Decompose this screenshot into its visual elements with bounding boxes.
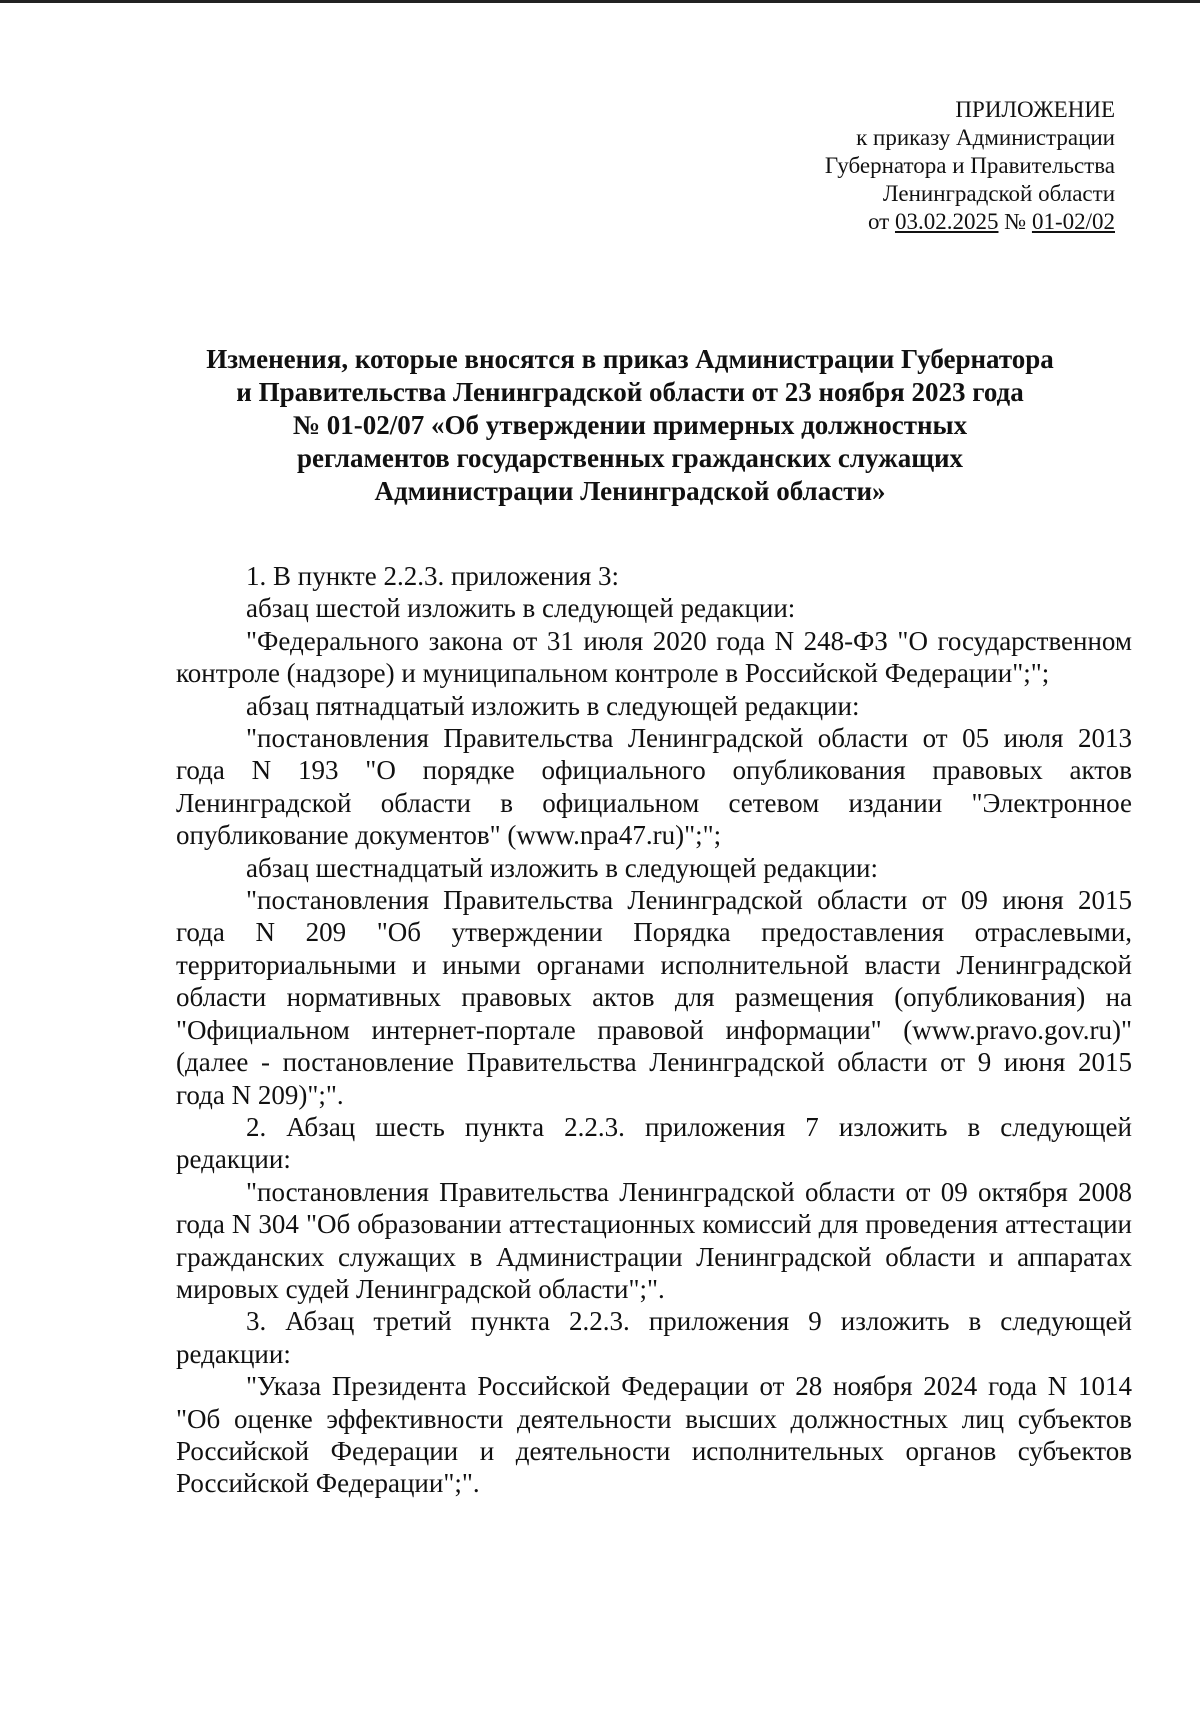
document-title (180, 343, 1080, 508)
title-line-5: Администрации Ленинградской области» (374, 476, 886, 506)
number-prefix: № (998, 209, 1032, 234)
paragraph-quote-1014: "Указа Президента Российской Федерации от 28 ноября 2024 года N 1014 "Об оценке эффективности деятельности высших должностных лиц субъектов Российской Федерации и деятельности исполнительных органов субъектов Российской Федерации";". (176, 1371, 1132, 1499)
paragraph-instruction-6: абзац шестой изложить в следующей редакции: (246, 593, 796, 624)
attachment-label: ПРИЛОЖЕНИЕ (955, 97, 1115, 122)
order-date: 03.02.2025 (894, 209, 999, 234)
title-line-4: регламентов государственных гражданских служащих (296, 443, 964, 473)
attachment-header (595, 96, 1115, 236)
paragraph-quote-209: "постановления Правительства Ленинградской области от 09 июня 2015 года N 209 "Об утверждении Порядка предоставления отраслевыми, территориальными и иными органами исполнительной власти Ленинградской области нормативных правовых актов для размещения (опубликования) на "Официальном интернет-портале правовой информации" (www.pravo.gov.ru)" (далее - постановление Правительства Ленинградской области от 9 июня 2015 года N 209)";". (176, 885, 1132, 1110)
document-body (176, 560, 1132, 1500)
paragraph-instruction-16: абзац шестнадцатый изложить в следующей редакции: (246, 852, 879, 883)
paragraph-quote-304: "постановления Правительства Ленинградской области от 09 октября 2008 года N 304 "Об образовании аттестационных комиссий для проведения аттестации гражданских служащих в Администрации Ленинградской области и аппаратах мировых судей Ленинградской области";". (176, 1176, 1132, 1304)
order-number: 01-02/02 (1031, 209, 1115, 234)
title-line-2: и Правительства Ленинградской области от 23 ноября 2023 года (236, 377, 1024, 407)
paragraph-item-3: 3. Абзац третий пункта 2.2.3. приложения 9 изложить в следующей редакции: (176, 1306, 1132, 1369)
title-line-3: № 01-02/07 «Об утверждении примерных должностных (292, 410, 968, 440)
attachment-date-number-line (595, 208, 1115, 236)
paragraph-quote-193: "постановления Правительства Ленинградской области от 05 июля 2013 года N 193 "О порядке официального опубликования правовых актов Ленинградской области в официальном сетевом издании "Электронное опубликование документов" (www.npa47.ru)";"; (176, 723, 1132, 851)
attachment-region-line: Ленинградской области (882, 181, 1115, 206)
paragraph-quote-248fz: "Федерального закона от 31 июля 2020 года N 248-ФЗ "О государственном контроле (надзоре) и муниципальном контроле в Российской Федерации";"; (176, 625, 1132, 689)
paragraph-item-2: 2. Абзац шесть пункта 2.2.3. приложения 7 изложить в следующей редакции: (176, 1111, 1132, 1175)
paragraph-instruction-15: абзац пятнадцатый изложить в следующей редакции: (246, 690, 860, 721)
top-scan-border (0, 0, 1200, 3)
attachment-issuer-line: Губернатора и Правительства (824, 153, 1115, 178)
paragraph-item-1-heading: 1. В пункте 2.2.3. приложения 3: (246, 561, 620, 591)
date-prefix: от (867, 209, 895, 234)
attachment-order-line: к приказу Администрации (856, 125, 1115, 150)
title-line-1: Изменения, которые вносятся в приказ Администрации Губернатора (206, 344, 1054, 374)
